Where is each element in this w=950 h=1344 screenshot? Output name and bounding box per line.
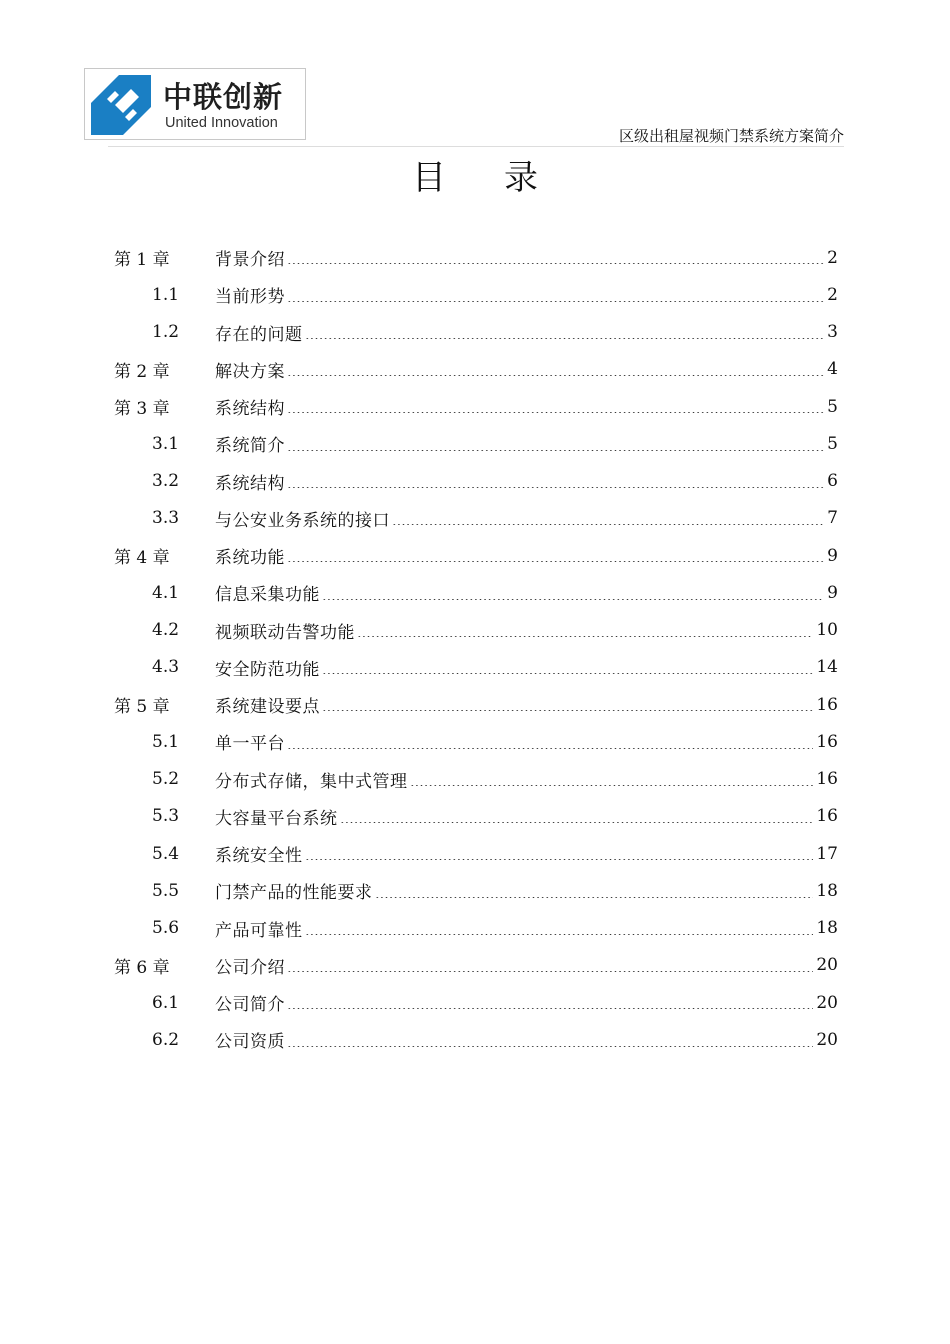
toc-entry-title: 大容量平台系统 xyxy=(215,808,338,829)
toc-entry-title: 系统建设要点 xyxy=(215,697,320,718)
toc-entry-title: 安全防范功能 xyxy=(215,659,320,680)
toc-entry-page: 16 xyxy=(816,694,838,715)
toc-dot-leader xyxy=(322,710,813,711)
toc-entry-title: 当前形势 xyxy=(215,287,285,308)
toc-entry[interactable] xyxy=(114,835,838,872)
toc-entry-page: 4 xyxy=(827,359,838,380)
toc-dot-leader xyxy=(287,561,824,562)
toc-entry-number: 5.3 xyxy=(152,806,180,827)
toc-entry-page: 17 xyxy=(816,843,838,864)
toc-entry-number: 4.1 xyxy=(152,582,180,603)
toc-entry-number: 1.2 xyxy=(152,322,180,343)
toc-entry-title: 单一平台 xyxy=(215,734,285,755)
toc-entry-number: 5.6 xyxy=(152,918,180,939)
toc-entry-page: 5 xyxy=(827,396,838,417)
toc-entry-number: 5.2 xyxy=(152,769,180,790)
toc-entry-title: 背景介绍 xyxy=(215,250,285,271)
toc-entry-number: 3.1 xyxy=(152,433,180,454)
toc-entry-number: 第 2 章 xyxy=(114,361,170,382)
toc-entry[interactable] xyxy=(114,500,838,537)
toc-entry-page: 16 xyxy=(816,806,838,827)
toc-entry-title: 与公安业务系统的接口 xyxy=(215,510,390,531)
toc-entry[interactable] xyxy=(114,798,838,835)
toc-entry-title: 门禁产品的性能要求 xyxy=(215,883,373,904)
toc-dot-leader xyxy=(287,971,813,972)
toc-dot-leader xyxy=(322,673,813,674)
toc-dot-leader xyxy=(287,375,824,376)
toc-entry[interactable] xyxy=(114,239,838,276)
table-of-contents xyxy=(114,239,838,1059)
toc-entry-page: 18 xyxy=(816,880,838,901)
toc-entry-number: 4.2 xyxy=(152,620,180,641)
toc-dot-leader xyxy=(322,599,824,600)
toc-dot-leader xyxy=(287,412,824,413)
toc-entry-number: 第 6 章 xyxy=(114,957,170,978)
toc-entry[interactable] xyxy=(114,612,838,649)
toc-entry-number: 5.4 xyxy=(152,843,180,864)
toc-dot-leader xyxy=(357,636,813,637)
toc-entry-number: 5.1 xyxy=(152,731,180,752)
document-header-title: 区级出租屋视频门禁系统方案简介 xyxy=(618,127,844,145)
toc-entry[interactable] xyxy=(114,537,838,574)
toc-entry[interactable] xyxy=(114,947,838,984)
toc-entry[interactable] xyxy=(114,872,838,909)
toc-entry[interactable] xyxy=(114,351,838,388)
united-innovation-logo-icon xyxy=(85,69,157,139)
toc-entry-number: 5.5 xyxy=(152,880,180,901)
toc-entry[interactable] xyxy=(114,388,838,425)
toc-entry-title: 系统简介 xyxy=(215,436,285,457)
toc-entry[interactable] xyxy=(114,686,838,723)
toc-entry[interactable] xyxy=(114,574,838,611)
toc-dot-leader xyxy=(287,301,824,302)
toc-entry[interactable] xyxy=(114,425,838,462)
toc-entry-title: 分布式存储，集中式管理 xyxy=(215,771,408,792)
toc-entry-page: 9 xyxy=(827,545,838,566)
toc-entry-title: 视频联动告警功能 xyxy=(215,622,355,643)
toc-entry-page: 16 xyxy=(816,731,838,752)
toc-dot-leader xyxy=(340,822,814,823)
toc-entry-number: 4.3 xyxy=(152,657,180,678)
toc-entry-page: 16 xyxy=(816,769,838,790)
toc-entry-number: 3.2 xyxy=(152,471,180,492)
toc-dot-leader xyxy=(305,338,825,339)
toc-entry[interactable] xyxy=(114,761,838,798)
toc-dot-leader xyxy=(287,450,824,451)
toc-dot-leader xyxy=(375,897,814,898)
header-divider xyxy=(108,146,844,147)
company-logo xyxy=(84,68,306,140)
toc-entry-title: 产品可靠性 xyxy=(215,920,303,941)
toc-entry-title: 公司简介 xyxy=(215,995,285,1016)
toc-entry-page: 14 xyxy=(816,657,838,678)
toc-dot-leader xyxy=(305,934,814,935)
toc-entry-page: 9 xyxy=(827,582,838,603)
toc-entry[interactable] xyxy=(114,910,838,947)
toc-entry-title: 解决方案 xyxy=(215,361,285,382)
toc-entry[interactable] xyxy=(114,463,838,500)
toc-entry-page: 20 xyxy=(816,955,838,976)
toc-dot-leader xyxy=(287,263,824,264)
toc-dot-leader xyxy=(305,859,814,860)
toc-entry[interactable] xyxy=(114,314,838,351)
toc-entry[interactable] xyxy=(114,723,838,760)
toc-entry-number: 第 1 章 xyxy=(114,250,170,271)
toc-entry-page: 20 xyxy=(816,1029,838,1050)
toc-entry-title: 公司介绍 xyxy=(215,957,285,978)
toc-entry-number: 6.2 xyxy=(152,1029,180,1050)
toc-entry-title: 公司资质 xyxy=(215,1032,285,1053)
toc-entry-page: 2 xyxy=(827,247,838,268)
toc-heading: 目录 xyxy=(412,158,596,198)
toc-entry-page: 5 xyxy=(827,433,838,454)
toc-entry-number: 6.1 xyxy=(152,992,180,1013)
toc-entry-page: 10 xyxy=(816,620,838,641)
toc-dot-leader xyxy=(410,785,814,786)
toc-dot-leader xyxy=(287,1046,813,1047)
toc-dot-leader xyxy=(392,524,824,525)
toc-dot-leader xyxy=(287,748,813,749)
toc-dot-leader xyxy=(287,1008,813,1009)
toc-entry-number: 3.3 xyxy=(152,508,180,529)
toc-entry-page: 7 xyxy=(827,508,838,529)
toc-entry-number: 第 5 章 xyxy=(114,697,170,718)
toc-entry-title: 系统功能 xyxy=(215,548,285,569)
toc-entry-title: 系统结构 xyxy=(215,473,285,494)
toc-entry-number: 第 4 章 xyxy=(114,548,170,569)
toc-entry-title: 存在的问题 xyxy=(215,324,303,345)
toc-entry[interactable] xyxy=(114,649,838,686)
toc-entry-title: 系统结构 xyxy=(215,399,285,420)
toc-entry[interactable] xyxy=(114,1021,838,1058)
toc-entry-title: 系统安全性 xyxy=(215,846,303,867)
toc-entry-page: 3 xyxy=(827,322,838,343)
toc-entry-page: 6 xyxy=(827,471,838,492)
toc-entry[interactable] xyxy=(114,984,838,1021)
toc-entry[interactable] xyxy=(114,276,838,313)
logo-chinese-name: 中联创新 xyxy=(163,80,284,114)
toc-entry-page: 2 xyxy=(827,284,838,305)
toc-entry-number: 1.1 xyxy=(152,284,180,305)
toc-entry-title: 信息采集功能 xyxy=(215,585,320,606)
toc-dot-leader xyxy=(287,487,824,488)
toc-entry-page: 18 xyxy=(816,918,838,939)
logo-english-name: United Innovation xyxy=(165,115,278,131)
toc-entry-number: 第 3 章 xyxy=(114,399,170,420)
toc-entry-page: 20 xyxy=(816,992,838,1013)
